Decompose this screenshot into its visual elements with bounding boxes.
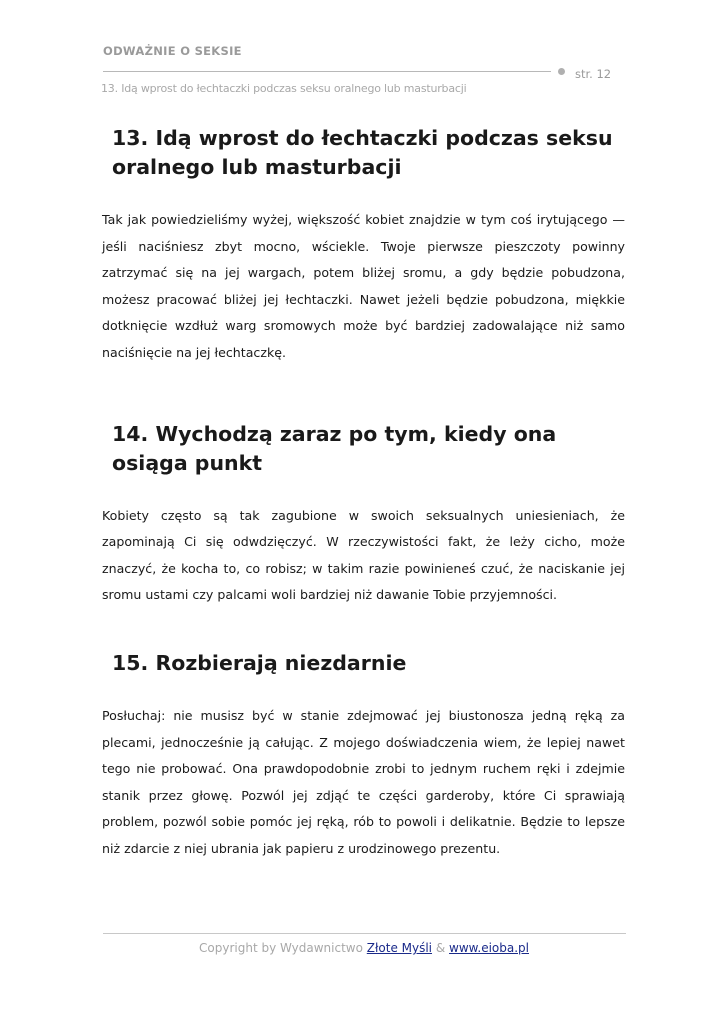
section-body-15: Posłuchaj: nie musisz być w stanie zdejmować jej biustonosza jedną ręką za plecami, jednocześnie ją całując. Z mojego doświadczenia wiem, że lepiej nawet tego nie probować. Ona prawdopodobnie zrobi to jednym ruchem ręki i zdejmie stanik przez głowę. Pozwól jej zdjąć te części garderoby, które Ci sprawiają problem, pozwól sobie pomóc jej ręką, rób to powoli i delikatnie. Będzie to lepsze niż zdarcie z niej ubrania jak papieru z urodzinowego prezentu. [102, 707, 625, 856]
section-body-14: Kobiety często są tak zagubione w swoich seksualnych uniesieniach, że zapominają Ci się odwdzięczyć. W rzeczywistości fakt, że leży cicho, może znaczyć, że kocha to, co robisz; w takim razie powinieneś czuć, że naciskanie jej sromu ustami czy palcami woli bardziej niż dawanie Tobie przyjemności. [102, 507, 625, 603]
section-heading-13: 13. Idą wprost do łechtaczki podczas seksu oralnego lub masturbacji [112, 126, 613, 179]
bullet-icon [558, 68, 565, 75]
section-heading-14: 14. Wychodzą zaraz po tym, kiedy ona osiąga punkt [112, 421, 557, 475]
book-title: ODWAŻNIE O SEKSIE [103, 44, 242, 58]
section-body-13: Tak jak powiedzieliśmy wyżej, większość kobiet znajdzie w tym coś irytującego — jeśli naciśniesz zbyt mocno, wściekle. Twoje pierwsze pieszczoty powinny zatrzymać się na jej wargach, potem bliżej sromu, a gdy będzie pobudzona, możesz pracować bliżej jej łechtaczki. Nawet jeżeli będzie pobudzona, miękkie dotknięcie wzdłuż warg sromowych może być bardziej zadowalające niż samo naciśnięcie na jej łechtaczkę. [102, 212, 625, 360]
footer-divider [103, 933, 626, 934]
copyright-text: Copyright by Wydawnictwo [199, 941, 363, 955]
page-number: str. 12 [575, 67, 612, 81]
page-footer [0, 941, 728, 955]
publisher-link[interactable]: Złote Myśli [366, 941, 433, 955]
ampersand: & [435, 941, 446, 955]
section-heading-15: 15. Rozbierają niezdarnie [112, 650, 407, 675]
header-divider [103, 71, 551, 72]
page-content [102, 124, 625, 863]
running-chapter-title: 13. Idą wprost do łechtaczki podczas seksu oralnego lub masturbacji [101, 82, 467, 95]
site-link[interactable]: www.eioba.pl [449, 941, 529, 955]
